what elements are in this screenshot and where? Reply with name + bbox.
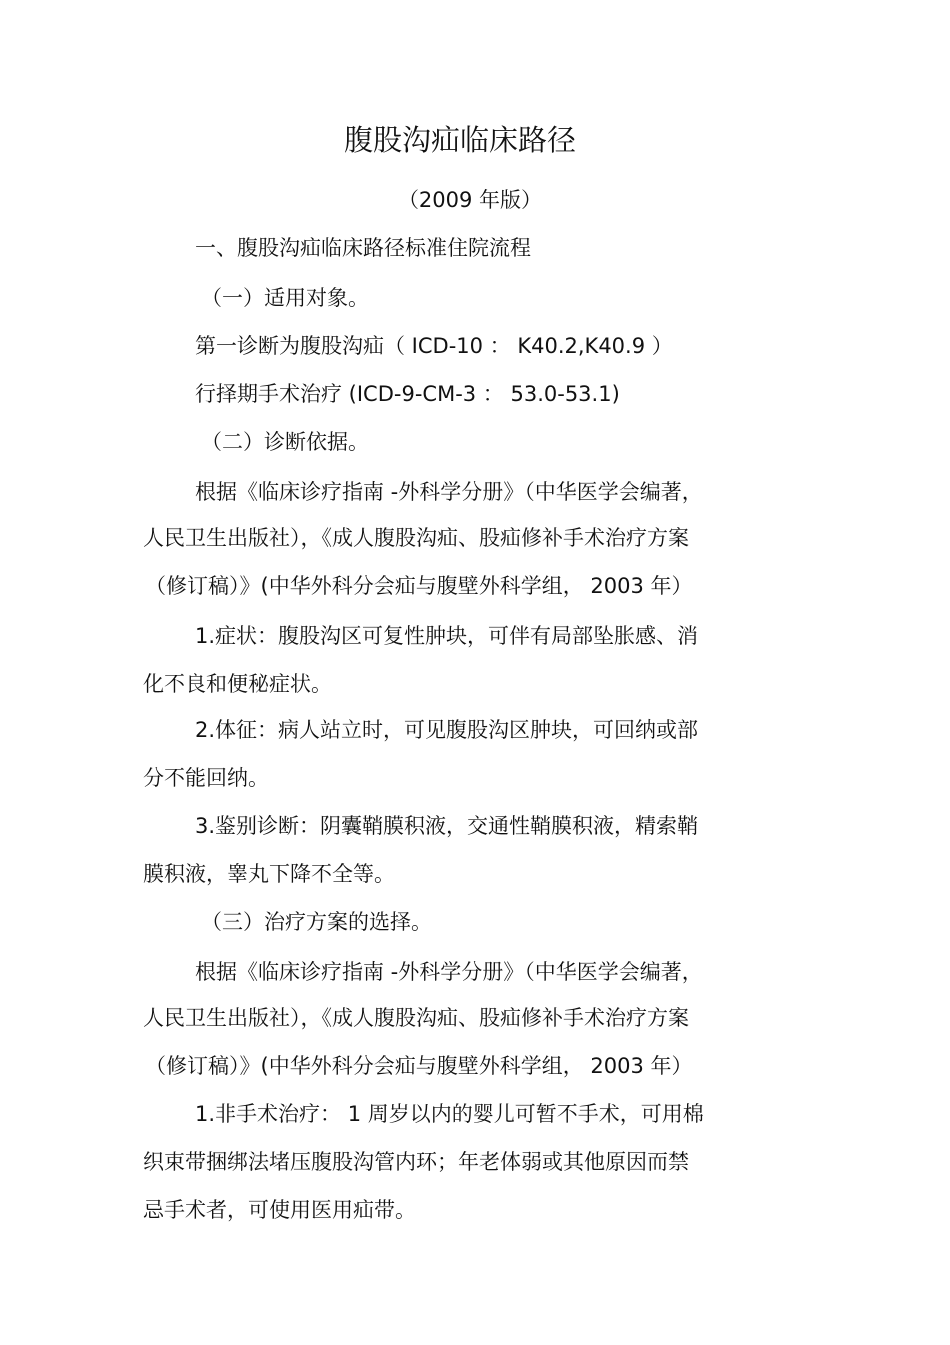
paragraph-line: 1.症状：腹股沟区可复性肿块，可伴有局部坠胀感、消 <box>195 624 699 648</box>
paragraph-line: 3.鉴别诊断：阴囊鞘膜积液，交通性鞘膜积液，精索鞘 <box>195 814 699 838</box>
document-subtitle: （2009 年版） <box>397 188 543 212</box>
paragraph-line: （修订稿）》(中华外科分会疝与腹壁外科学组， 2003 年） <box>145 1054 693 1078</box>
paragraph-line: 织束带捆绑法堵压腹股沟管内环；年老体弱或其他原因而禁 <box>143 1150 689 1174</box>
paragraph-line: 忌手术者，可使用医用疝带。 <box>143 1198 416 1222</box>
paragraph-line: 根据《临床诊疗指南 -外科学分册》（中华医学会编著， <box>195 960 703 984</box>
subsection-heading-treatment: （三）治疗方案的选择。 <box>201 910 432 934</box>
paragraph-line: 人民卫生出版社），《成人腹股沟疝、股疝修补手术治疗方案 <box>143 1006 689 1030</box>
paragraph-line: 根据《临床诊疗指南 -外科学分册》（中华医学会编著， <box>195 480 703 504</box>
paragraph-line: 化不良和便秘症状。 <box>143 672 332 696</box>
paragraph-line: （修订稿）》(中华外科分会疝与腹壁外科学组， 2003 年） <box>145 574 693 598</box>
paragraph-line: 分不能回纳。 <box>143 766 269 790</box>
paragraph-line: 行择期手术治疗 (ICD-9-CM-3 ： 53.0-53.1) <box>195 382 620 406</box>
section-heading-1: 一、腹股沟疝临床路径标准住院流程 <box>195 236 531 260</box>
subsection-heading-applicable: （一）适用对象。 <box>201 286 369 310</box>
paragraph-line: 2.体征：病人站立时，可见腹股沟区肿块，可回纳或部 <box>195 718 699 742</box>
paragraph-line: 膜积液，睾丸下降不全等。 <box>143 862 395 886</box>
paragraph-line: 第一诊断为腹股沟疝（ ICD-10 ： K40.2,K40.9 ） <box>195 334 673 358</box>
paragraph-line: 人民卫生出版社），《成人腹股沟疝、股疝修补手术治疗方案 <box>143 526 689 550</box>
document-title: 腹股沟疝临床路径 <box>343 123 576 157</box>
paragraph-line: 1.非手术治疗： 1 周岁以内的婴儿可暂不手术，可用棉 <box>195 1102 704 1126</box>
subsection-heading-diagnosis: （二）诊断依据。 <box>201 430 369 454</box>
